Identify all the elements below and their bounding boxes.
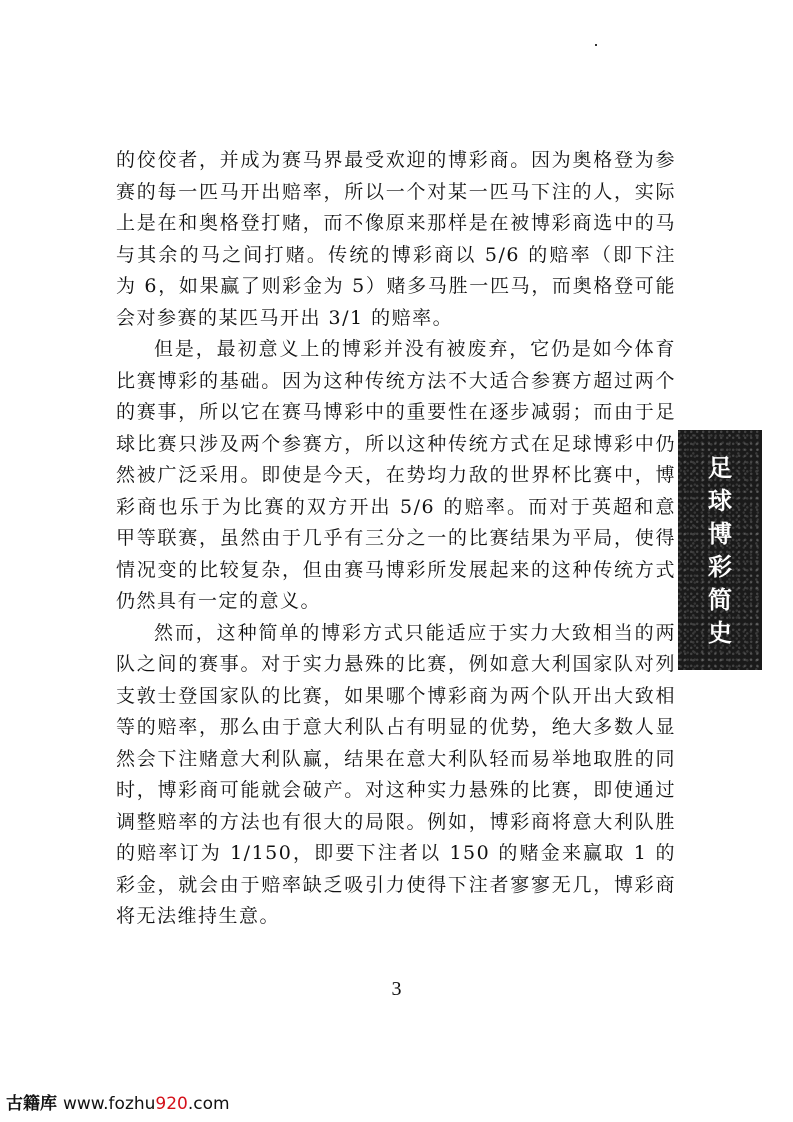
scan-speck	[595, 44, 597, 46]
watermark-url-suffix: .com	[187, 1094, 230, 1114]
watermark	[6, 1089, 230, 1114]
watermark-url-prefix: www.fozhu	[63, 1094, 156, 1114]
chapter-side-tab	[678, 430, 762, 670]
paragraph-1: 的佼佼者，并成为赛马界最受欢迎的博彩商。因为奥格登为参赛的每一匹马开出赔率，所以一个对某一匹马下注的人，实际上是在和奥格登打赌，而不像原来那样是在被博彩商选中的马与其余的马之间打赌。传统的博彩商以 5/6 的赔率（即下注为 6，如果赢了则彩金为 5）赌多马胜一匹马，而奥格登可能会对参赛的某匹马开出 3/1 的赔率。	[116, 149, 676, 329]
chapter-side-tab-label: 足球博彩简史	[708, 453, 732, 647]
body-text	[116, 145, 676, 933]
watermark-url-number: 920	[155, 1094, 188, 1114]
paragraph-3: 然而，这种简单的博彩方式只能适应于实力大致相当的两队之间的赛事。对于实力悬殊的比赛，例如意大利国家队对列支敦士登国家队的比赛，如果哪个博彩商为两个队开出大致相等的赔率，那么由于意大利队占有明显的优势，绝大多数人显然会下注赌意大利队赢，结果在意大利队轻而易举地取胜的同时，博彩商可能就会破产。对这种实力悬殊的比赛，即使通过调整赔率的方法也有很大的局限。例如，博彩商将意大利队胜的赔率订为 1/150，即要下注者以 150 的赌金来赢取 1 的彩金，就会由于赔率缺乏吸引力使得下注者寥寥无几，博彩商将无法维持生意。	[116, 621, 676, 927]
watermark-site-name: 古籍库	[6, 1094, 57, 1114]
page-number: 3	[391, 978, 402, 1000]
paragraph-2: 但是，最初意义上的博彩并没有被废弃，它仍是如今体育比赛博彩的基础。因为这种传统方法不大适合参赛方超过两个的赛事，所以它在赛马博彩中的重要性在逐步减弱；而由于足球比赛只涉及两个参赛方，所以这种传统方式在足球博彩中仍然被广泛采用。即使是今天，在势均力敌的世界杯比赛中，博彩商也乐于为比赛的双方开出 5/6 的赔率。而对于英超和意甲等联赛，虽然由于几乎有三分之一的比赛结果为平局，使得情况变的比较复杂，但由赛马博彩所发展起来的这种传统方式仍然具有一定的意义。	[116, 338, 676, 612]
